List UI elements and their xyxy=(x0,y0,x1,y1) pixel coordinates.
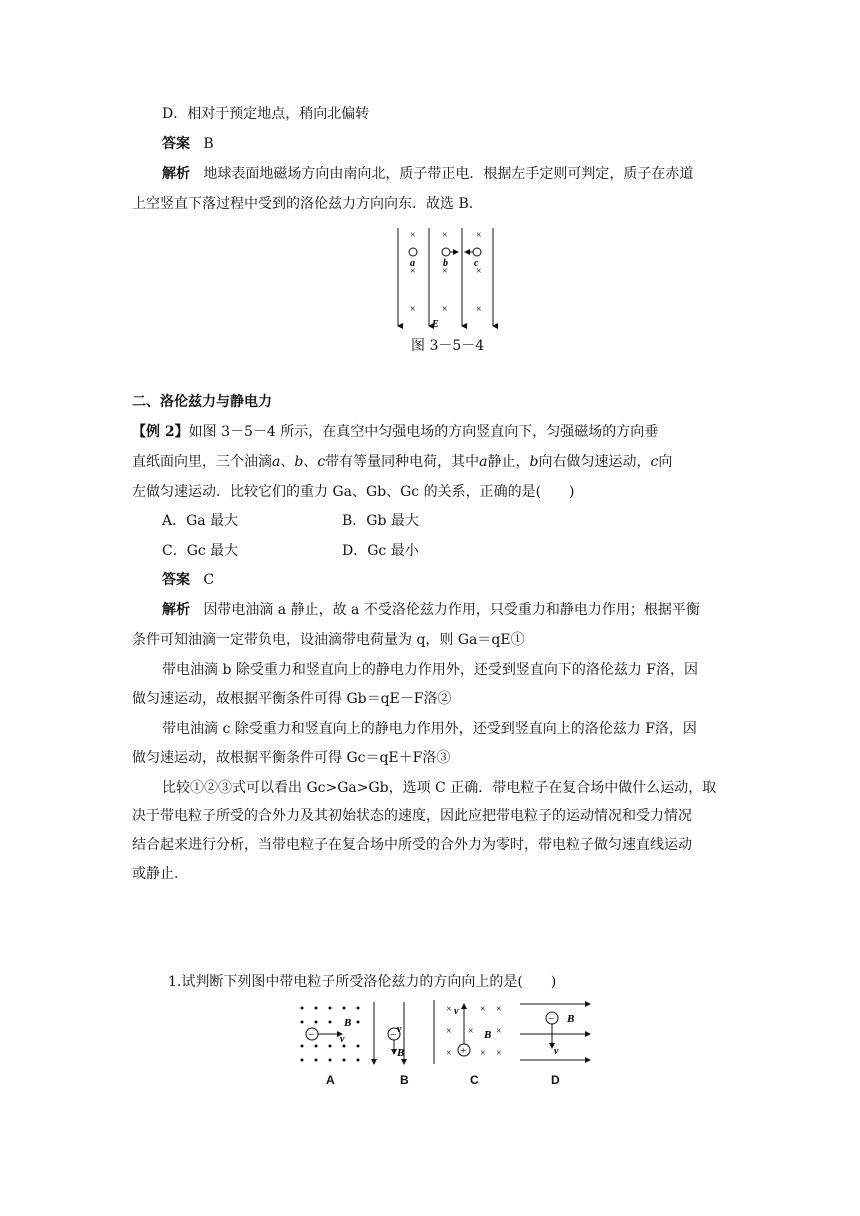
cross-mark: × xyxy=(476,266,482,277)
text-span: a xyxy=(479,454,488,470)
analysis-2-line-10: 或静止. xyxy=(132,866,179,882)
section-title: 二、洛伦兹力与静电力 xyxy=(132,394,272,410)
answer-value: C xyxy=(203,572,215,588)
cross-mark: × xyxy=(468,1026,474,1037)
option-c: C．Gc 最大 xyxy=(162,543,239,559)
cross-mark: × xyxy=(446,1026,452,1037)
oil-drop-a xyxy=(409,248,417,256)
question-1-figures xyxy=(290,998,600,1070)
field-dot xyxy=(315,1021,318,1024)
answer-label: 答案 xyxy=(162,572,190,588)
example-text: 如图 3－5－4 所示，在真空中匀强电场的方向竖直向下，匀强磁场的方向垂 xyxy=(188,424,659,440)
example-2-line-1 xyxy=(132,422,658,442)
cross-mark: × xyxy=(480,1048,486,1059)
cross-mark: × xyxy=(480,1004,486,1015)
analysis-2-line-5: 带电油滴 c 除受重力和竖直向上的静电力作用外，还受到竖直向上的洛伦兹力 F洛，因 xyxy=(162,721,697,737)
field-dot xyxy=(343,1059,346,1062)
label-b: b xyxy=(443,258,448,269)
field-dot xyxy=(357,1045,360,1048)
analysis-2-line-6: 做匀速运动，故根据平衡条件可得 Gc＝qE＋F洛③ xyxy=(132,750,451,766)
analysis-2-line-1 xyxy=(162,600,700,620)
answer-line-1 xyxy=(162,134,214,154)
analysis-2-line-2: 条件可知油滴一定带负电，设油滴带电荷量为 q，则 Ga＝qE① xyxy=(132,632,525,648)
field-label: B xyxy=(344,1017,352,1029)
cross-mark: × xyxy=(446,1048,452,1059)
cross-mark: × xyxy=(496,1048,502,1059)
charge-sign: + xyxy=(460,1045,467,1057)
cross-mark: × xyxy=(496,1004,502,1015)
label-c: c xyxy=(474,258,479,269)
figure-a xyxy=(301,1007,360,1062)
field-dot xyxy=(301,1059,304,1062)
cross-mark: × xyxy=(442,230,448,241)
oil-drop-c xyxy=(473,248,481,256)
field-label: B xyxy=(567,1013,575,1025)
cross-mark: × xyxy=(496,1026,502,1037)
velocity-label: v xyxy=(340,1034,345,1045)
example-2-line-3: 左做匀速运动．比较它们的重力 Ga、Gb、Gc 的关系，正确的是( ) xyxy=(132,484,575,500)
figure-b xyxy=(374,1002,404,1064)
text-span: b xyxy=(529,454,539,470)
figure-label-c: C xyxy=(470,1073,479,1087)
analysis-2-line-7: 比较①②③式可以看出 Gc>Ga>Gb，选项 C 正确．带电粒子在复合场中做什么运动，取 xyxy=(162,780,717,796)
field-dot xyxy=(329,1021,332,1024)
field-dot xyxy=(315,1045,318,1048)
field-dot xyxy=(329,1059,332,1062)
field-dot xyxy=(301,1045,304,1048)
cross-mark: × xyxy=(410,266,416,277)
analysis-2-line-4: 做匀速运动，故根据平衡条件可得 Gb＝qE－F洛② xyxy=(132,691,452,707)
field-label: B xyxy=(484,1029,492,1041)
answer-label: 答案 xyxy=(162,136,190,152)
figure-c xyxy=(434,1000,502,1064)
charge-sign: − xyxy=(390,1029,397,1041)
text-span: 、 xyxy=(303,454,318,470)
charge-sign: − xyxy=(548,1013,555,1025)
figure-label-a: A xyxy=(326,1073,335,1087)
oil-drop-b xyxy=(442,248,450,256)
field-dot xyxy=(315,1059,318,1062)
text-span: 直纸面向里，三个油滴 xyxy=(132,454,272,470)
text-span: 向 xyxy=(658,454,673,470)
cross-mark: × xyxy=(442,304,448,315)
velocity-label: v xyxy=(397,1024,402,1035)
analysis-label: 解析 xyxy=(162,602,190,618)
answer-line-2 xyxy=(162,570,214,590)
cross-mark: × xyxy=(410,304,416,315)
analysis-text: 地球表面地磁场方向由南向北，质子带正电．根据左手定则可判定，质子在赤道 xyxy=(203,166,694,182)
question-1: 1.试判断下列图中带电粒子所受洛伦兹力的方向向上的是( ) xyxy=(168,974,557,990)
figure-caption: 图 3－5－4 xyxy=(411,338,485,354)
field-dot xyxy=(357,1059,360,1062)
cross-mark: × xyxy=(446,1004,452,1015)
text-span: 静止， xyxy=(487,454,530,470)
velocity-label: v xyxy=(454,1006,459,1017)
text-span: a xyxy=(272,454,281,470)
charge-sign: − xyxy=(308,1029,315,1041)
figure-d xyxy=(520,1004,590,1060)
text-span: 带有等量同种电荷，其中 xyxy=(325,454,480,470)
figure-label-d: D xyxy=(551,1073,560,1087)
text-span: 、 xyxy=(280,454,295,470)
analysis-label: 解析 xyxy=(162,166,190,182)
cross-mark: × xyxy=(476,230,482,241)
text-span: c xyxy=(650,454,659,470)
analysis-line-1 xyxy=(162,164,693,184)
option-d: D．Gc 最小 xyxy=(342,543,419,559)
cross-mark: × xyxy=(442,266,448,277)
text-span: b xyxy=(294,454,304,470)
analysis-text: 因带电油滴 a 静止，故 a 不受洛伦兹力作用，只受重力和静电力作用；根据平衡 xyxy=(203,602,700,618)
answer-value: B xyxy=(203,136,214,152)
field-dot xyxy=(329,1045,332,1048)
text-span: c xyxy=(317,454,326,470)
option-b: B．Gb 最大 xyxy=(342,513,419,529)
example-label: 【例 2】 xyxy=(132,424,189,440)
field-dot xyxy=(329,1007,332,1010)
field-dot xyxy=(343,1007,346,1010)
figure-label-b: B xyxy=(400,1073,409,1087)
option-d-text: D．相对于预定地点，稍向北偏转 xyxy=(162,106,370,122)
example-2-line-2 xyxy=(132,452,672,472)
field-dot xyxy=(301,1007,304,1010)
field-dot xyxy=(357,1007,360,1010)
field-dot xyxy=(315,1007,318,1010)
option-a: A．Ga 最大 xyxy=(162,513,239,529)
analysis-2-line-9: 结合起来进行分析，当带电粒子在复合场中所受的合外力为零时，带电粒子做匀速直线运动 xyxy=(132,837,692,853)
label-a: a xyxy=(410,258,415,269)
analysis-2-line-8: 决于带电粒子所受的合外力及其初始状态的速度，因此应把带电粒子的运动情况和受力情况 xyxy=(132,808,692,824)
text-span: 向右做匀速运动， xyxy=(538,454,651,470)
analysis-2-line-3: 带电油滴 b 除受重力和竖直向上的静电力作用外，还受到竖直向下的洛伦兹力 F洛，因 xyxy=(162,662,699,678)
field-dot xyxy=(357,1021,360,1024)
cross-mark: × xyxy=(476,304,482,315)
velocity-label: v xyxy=(554,1046,559,1057)
analysis-line-2: 上空竖直下落过程中受到的洛伦兹力方向向东．故选 B. xyxy=(132,196,474,212)
figure-3-5-4 xyxy=(390,226,500,332)
cross-mark: × xyxy=(410,230,416,241)
label-e: E xyxy=(432,319,439,330)
field-label: B xyxy=(397,1047,405,1059)
field-dot xyxy=(301,1021,304,1024)
